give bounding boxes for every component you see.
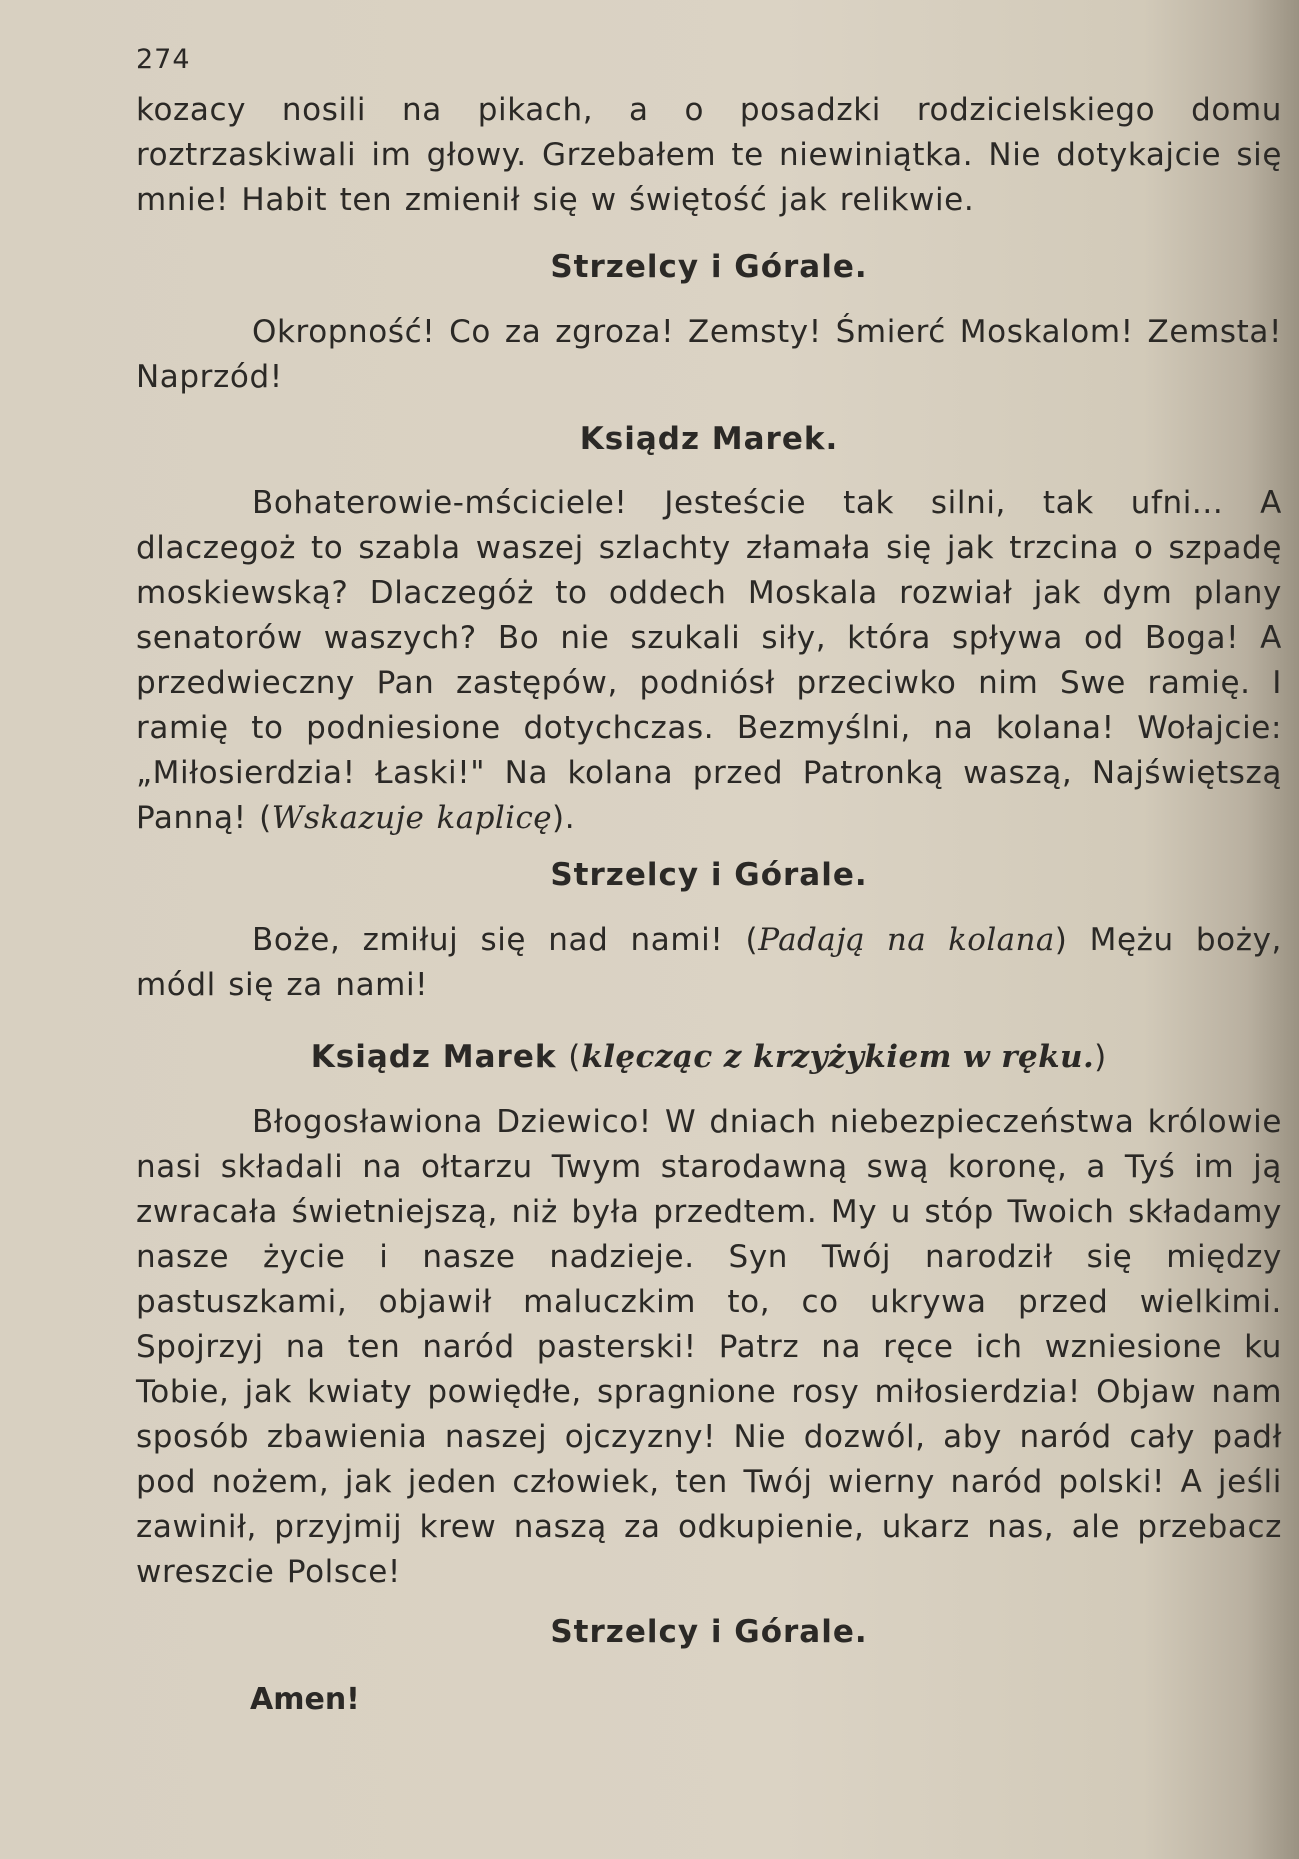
stage-open-paren: ( (259, 800, 272, 836)
paragraph-2: Okropność! Co za zgroza! Zemsty! Śmierć Moskalom! Zemsta! Naprzód! (136, 314, 1282, 395)
amen-line: Amen! (250, 1682, 360, 1717)
stage-close-paren: ). (552, 800, 576, 836)
stage-direction-1: Wskazuje kaplicę (271, 800, 552, 836)
speaker-heading-3: Strzelcy i Górale. (550, 857, 868, 893)
paragraph-4-text-a: Boże, zmiłuj się nad nami! ( (252, 922, 759, 958)
paragraph-4 (136, 918, 1282, 1008)
page-number: 274 (136, 44, 191, 75)
speaker-4-close-paren: ) (1094, 1039, 1108, 1075)
speaker-4-open-paren: ( (568, 1039, 582, 1075)
speaker-heading-2: Ksiądz Marek. (579, 421, 839, 457)
speaker-4-stage: klęcząc z krzyżykiem w ręku. (581, 1039, 1095, 1075)
speaker-heading-5: Strzelcy i Górale. (550, 1614, 868, 1650)
speaker-heading-4 (136, 1035, 1282, 1080)
stage-direction-2: Padają na kolana (758, 922, 1055, 958)
paragraph-5: Błogosławiona Dziewico! W dniach niebezpieczeństwa królowie nasi składali na ołtarzu Twym starodawną swą koronę, a Tyś im ją zwracała świetniejszą, niż była przedtem. My u stóp Twoich składamy nasze życie i nasze nadzieje. Syn Twój narodził się między pastuszkami, objawił maluczkim to, co ukrywa przed wielkimi. Spojrzyj na ten naród pasterski! Patrz na ręce ich wzniesione ku Tobie, jak kwiaty powiędłe, spragnione rosy miłosierdzia! Objaw nam sposób zbawienia naszej ojczyzny! Nie dozwól, aby naród cały padł pod nożem, jak jeden człowiek, ten Twój wierny naród polski! A jeśli zawinił, przyjmij krew naszą za odkupienie, ukarz nas, ale przebacz wreszcie Polsce! (136, 1104, 1282, 1590)
paragraph-4-text-b: ) Mężu boży, módl się za nami! (136, 922, 1282, 1003)
paragraph-1: kozacy nosili na pikach, a o posadzki rodzicielskiego domu roztrzaskiwali im głowy. Grzebałem te niewiniątka. Nie dotykajcie się mnie! Habit ten zmienił się w świętość jak relikwie. (136, 92, 1282, 218)
speaker-heading-1: Strzelcy i Górale. (550, 249, 868, 285)
paragraph-3-text: Bohaterowie-mściciele! Jesteście tak silni, tak ufni... A dlaczegoż to szabla waszej szlachty złamała się jak trzcina o szpadę moskiewską? Dlaczegóż to oddech Moskala rozwiał jak dym plany senatorów waszych? Bo nie szukali siły, która spływa od Boga! A przedwieczny Pan zastępów, podniósł przeciwko nim Swe ramię. I ramię to podniesione dotychczas. Bezmyślni, na kolana! Wołajcie: „Miłosierdzia! Łaski!" Na kolana przed Patronką waszą, Najświętszą Panną! (136, 485, 1282, 836)
speaker-4-name: Ksiądz Marek (310, 1039, 557, 1075)
paragraph-3 (136, 481, 1282, 841)
